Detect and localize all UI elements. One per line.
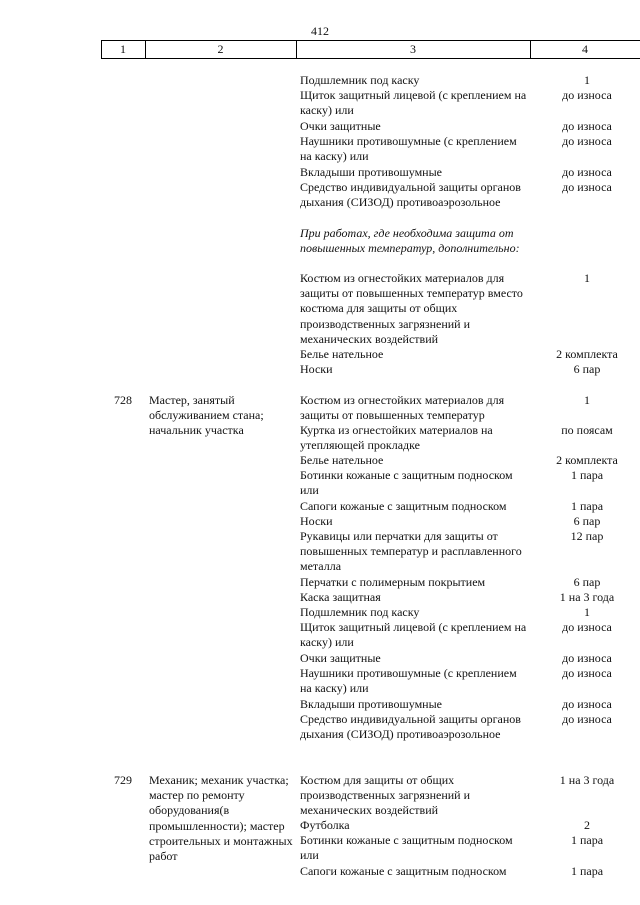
row-item: Белье нательное [300, 453, 384, 467]
row-number: 729 [114, 773, 132, 787]
row-norm: 1 [584, 605, 590, 619]
row-norm: 1 пара [570, 499, 604, 513]
row-norm: до износа [562, 134, 612, 148]
row-item: Каска защитная [300, 590, 381, 604]
row-item: Костюм из огнестойких материалов для защиты от повышенных температур вместо костюма для защиты от общих производственных загрязнений и механических воздействий [300, 271, 523, 346]
row-norm: 2 комплекта [556, 347, 618, 361]
row-norm: 2 комплекта [556, 453, 618, 467]
row-norm: до износа [562, 180, 612, 194]
row-item: Ботинки кожаные с защитным подноском или [300, 833, 513, 863]
row-norm: 1 на 3 года [559, 590, 615, 604]
row-item: Вкладыши противошумные [300, 165, 442, 179]
row-item: Ботинки кожаные с защитным подноском или [300, 468, 513, 498]
row-item: Носки [300, 362, 333, 376]
row-norm: 1 пара [570, 833, 604, 847]
row-norm: 1 [584, 271, 590, 285]
row-norm: 6 пар [573, 575, 601, 589]
row-item: Средство индивидуальной защиты органов дыхания (СИЗОД) противоаэрозольное [300, 712, 521, 742]
row-item: Рукавицы или перчатки для защиты от повышенных температур и расплавленного металла [300, 529, 522, 574]
row-item: Щиток защитный лицевой (с креплением на каску) или [300, 620, 527, 650]
row-norm: 2 [584, 818, 590, 832]
row-item: Футболка [300, 818, 350, 832]
header-col-4: 4 [582, 42, 588, 56]
row-norm: до износа [562, 651, 612, 665]
row-norm: до износа [562, 712, 612, 726]
row-item: Средство индивидуальной защиты органов дыхания (СИЗОД) противоаэрозольное [300, 180, 521, 210]
row-item: Сапоги кожаные с защитным подноском [300, 864, 507, 878]
row-item: Подшлемник под каску [300, 73, 420, 87]
row-norm: 6 пар [573, 362, 601, 376]
row-norm: до износа [562, 666, 612, 680]
row-item: Подшлемник под каску [300, 605, 420, 619]
row-norm: 1 пара [570, 468, 604, 482]
row-norm: 1 на 3 года [559, 773, 615, 787]
row-norm: до износа [562, 697, 612, 711]
row-item: Вкладыши противошумные [300, 697, 442, 711]
row-item: Носки [300, 514, 333, 528]
row-item: Щиток защитный лицевой (с креплением на каску) или [300, 88, 527, 118]
row-item: Сапоги кожаные с защитным подноском [300, 499, 507, 513]
header-col-2: 2 [217, 42, 224, 56]
header-col-1: 1 [120, 42, 126, 56]
row-item: Костюм из огнестойких материалов для защиты от повышенных температур [300, 393, 505, 423]
row-norm: 1 пара [570, 864, 604, 878]
row-norm: 1 [584, 73, 590, 87]
row-item: Очки защитные [300, 651, 381, 665]
row-item: Перчатки с полимерным покрытием [300, 575, 486, 589]
row-item: Наушники противошумные (с креплением на каску) или [300, 134, 517, 164]
header-col-3: 3 [410, 42, 416, 56]
row-norm: до износа [562, 165, 612, 179]
row-norm: до износа [562, 620, 612, 634]
row-item: Очки защитные [300, 119, 381, 133]
row-norm: до износа [562, 88, 612, 102]
row-item: При работах, где необходима защита от повышенных температур, дополнительно: [300, 226, 520, 256]
row-norm: 1 [584, 393, 590, 407]
row-item: Белье нательное [300, 347, 384, 361]
row-number: 728 [114, 393, 132, 407]
row-item: Костюм для защиты от общих производственных загрязнений и механических воздействий [300, 773, 471, 818]
row-item: Куртка из огнестойких материалов на утепляющей прокладке [300, 423, 493, 453]
row-norm: до износа [562, 119, 612, 133]
row-norm: 6 пар [573, 514, 601, 528]
row-norm: 12 пар [570, 529, 604, 543]
table-header [101, 40, 640, 59]
row-profession: Механик; механик участка; мастер по ремонту оборудования(в промышленности); мастер строительных и монтажных работ [149, 773, 293, 864]
row-norm: по поясам [561, 423, 613, 437]
row-profession: Мастер, занятый обслуживанием стана; начальник участка [149, 393, 264, 438]
row-item: Наушники противошумные (с креплением на каску) или [300, 666, 517, 696]
page-number: 412 [311, 24, 329, 38]
